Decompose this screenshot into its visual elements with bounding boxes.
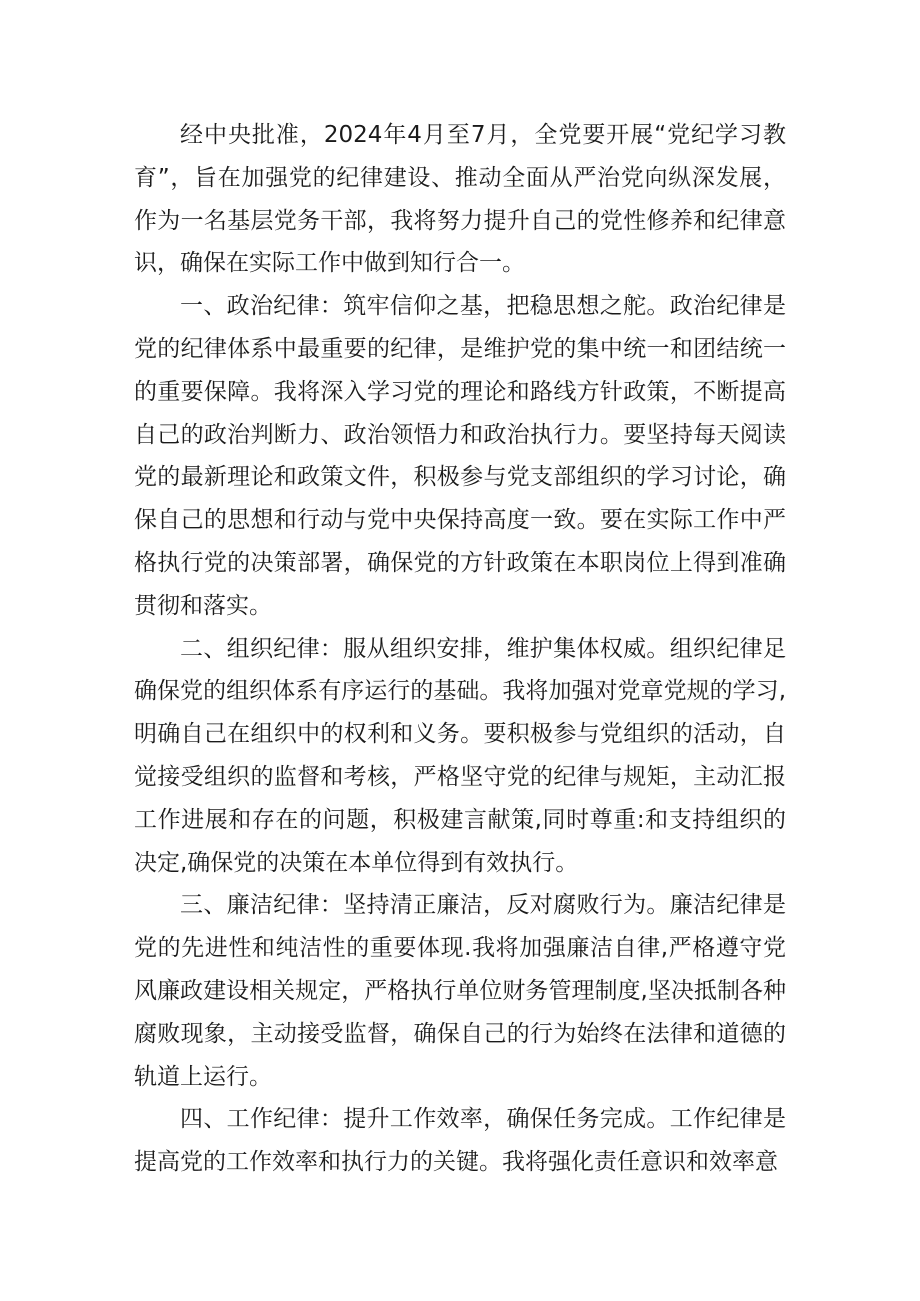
paragraph-political-discipline: 一、政治纪律：筑牢信仰之基，把稳思想之舵。政治纪律是党的纪律体系中最重要的纪律，是维护党的集中统一和团结统一的重要保障。我将深入学习党的理论和路线方针政策，不断提高自己的政治判断力、政治领悟力和政治执行力。要坚持每天阅读党的最新理论和政策文件，积极参与党支部组织的学习讨论，确保自己的思想和行动与党中央保持高度一致。要在实际工作中严格执行党的决策部署，确保党的方针政策在本职岗位上得到准确贯彻和落实。 bbox=[134, 293, 786, 619]
paragraph-organizational-discipline: 二、组织纪律：服从组织安排，维护集体权威。组织纪律足确保党的组织体系有序运行的基础。我将加强对党章党规的学习,明确自己在组织中的权利和义务。要积极参与党组织的活动，自觉接受组织的监督和考核，严格坚守党的纪律与规矩，主动汇报工作进展和存在的问题，积极建言献策,同时尊重:和支持组织的决定,确保党的决策在本单位得到有效执行。 bbox=[134, 635, 786, 876]
paragraph-intro: 经中央批准，2024年4月至7月，全党要开展“党纪学习教育”，旨在加强党的纪律建设、推动全面从严治党向纵深发展，作为一名基层党务干部，我将努力提升自己的党性修养和纪律意识，确保在实际工作中做到知行合一。 bbox=[134, 122, 786, 277]
document-body bbox=[134, 114, 786, 1184]
paragraph-work-discipline: 四、工作纪律：提升工作效率，确保任务完成。工作纪律是提高党的工作效率和执行力的关键。我将强化责任意识和效率意 bbox=[134, 1106, 786, 1176]
paragraph-integrity-discipline: 三、廉洁纪律：坚持清正廉洁，反对腐败行为。廉洁纪律是党的先进性和纯洁性的重要体现.我将加强廉洁自律,严格遵守党风廉政建设相关规定，严格执行单位财务管理制度,坚决抵制各种腐败现象，主动接受监督，确保自己的行为始终在法律和道德的轨道上运行。 bbox=[134, 892, 786, 1090]
